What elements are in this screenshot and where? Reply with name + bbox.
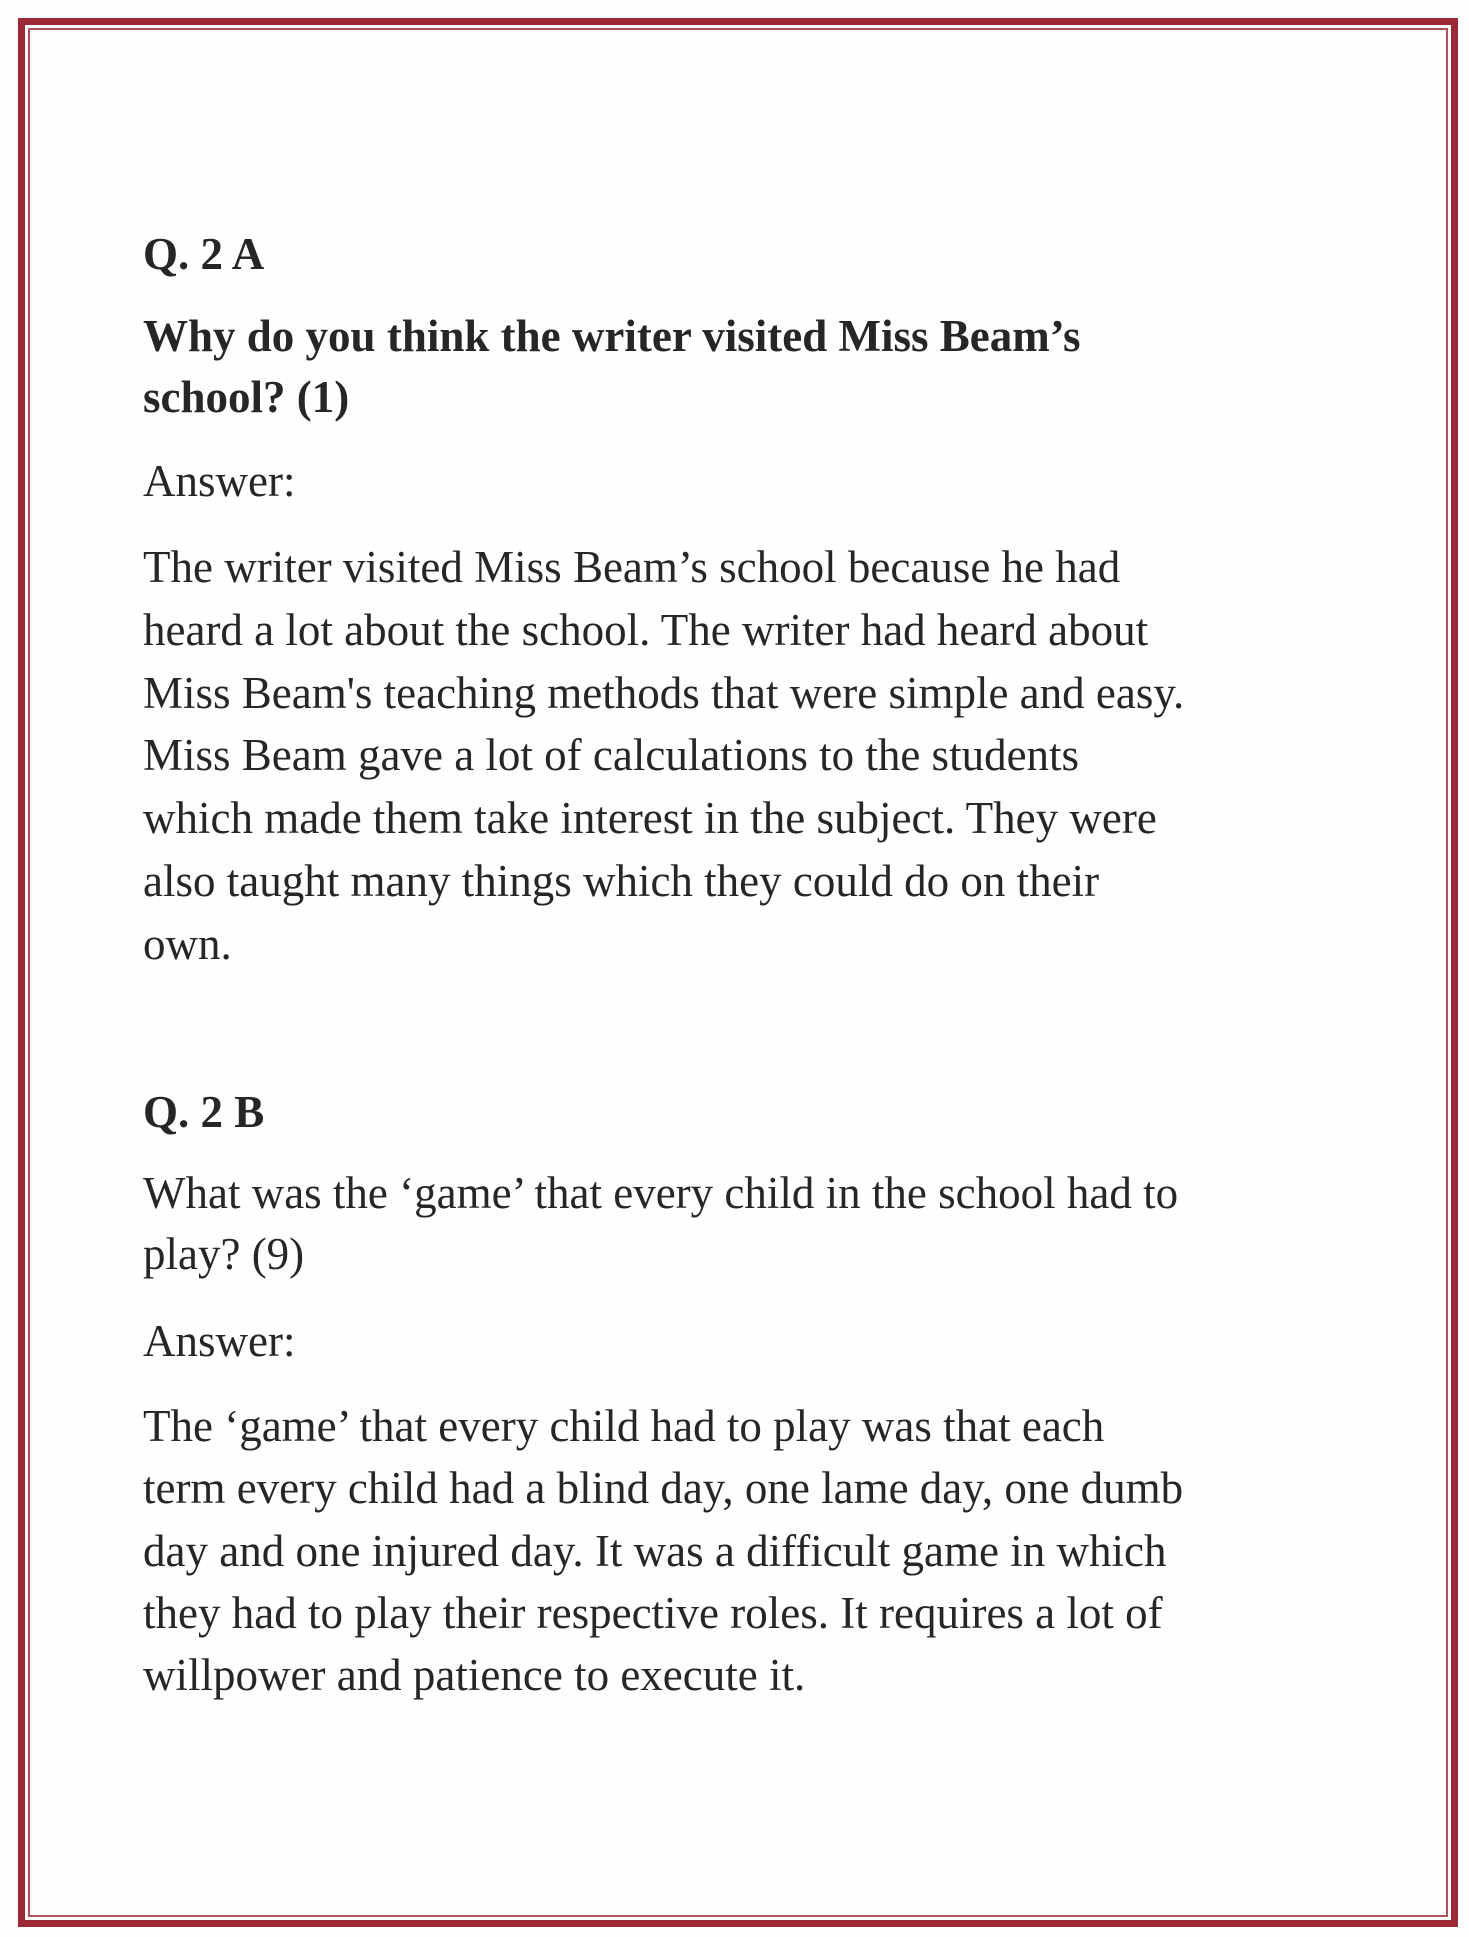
answer-line: also taught many things which they could do on their (143, 855, 1100, 906)
answer-line: willpower and patience to execute it. (143, 1650, 806, 1701)
answer-text-2b (143, 1395, 1403, 1706)
question-line: play? (9) (143, 1229, 305, 1279)
answer-line: own. (143, 918, 232, 969)
answer-label-2a: Answer: (143, 456, 296, 506)
answer-label-2b: Answer: (143, 1316, 296, 1366)
question-text-2a (143, 306, 1403, 428)
question-text-2b (143, 1163, 1403, 1285)
answer-line: term every child had a blind day, one lame day, one dumb (143, 1463, 1184, 1514)
answer-line: which made them take interest in the subject. They were (143, 793, 1157, 844)
question-line: What was the ‘game’ that every child in the school had to (143, 1168, 1179, 1218)
answer-line: Miss Beam gave a lot of calculations to the students (143, 730, 1080, 781)
answer-line: The ‘game’ that every child had to play was that each (143, 1401, 1105, 1451)
question-heading-2a: Q. 2 A (143, 229, 265, 279)
answer-text-2a (143, 536, 1403, 976)
answer-line: The writer visited Miss Beam’s school because he had (143, 542, 1121, 592)
answer-line: they had to play their respective roles. It requires a lot of (143, 1587, 1163, 1638)
answer-line: heard a lot about the school. The writer had heard about (143, 604, 1149, 655)
question-line: school? (1) (143, 372, 350, 422)
answer-line: Miss Beam's teaching methods that were simple and easy. (143, 667, 1185, 718)
answer-line: day and one injured day. It was a difficult game in which (143, 1525, 1167, 1576)
question-line: Why do you think the writer visited Miss Beam’s (143, 311, 1081, 361)
question-heading-2b: Q. 2 B (143, 1087, 265, 1137)
